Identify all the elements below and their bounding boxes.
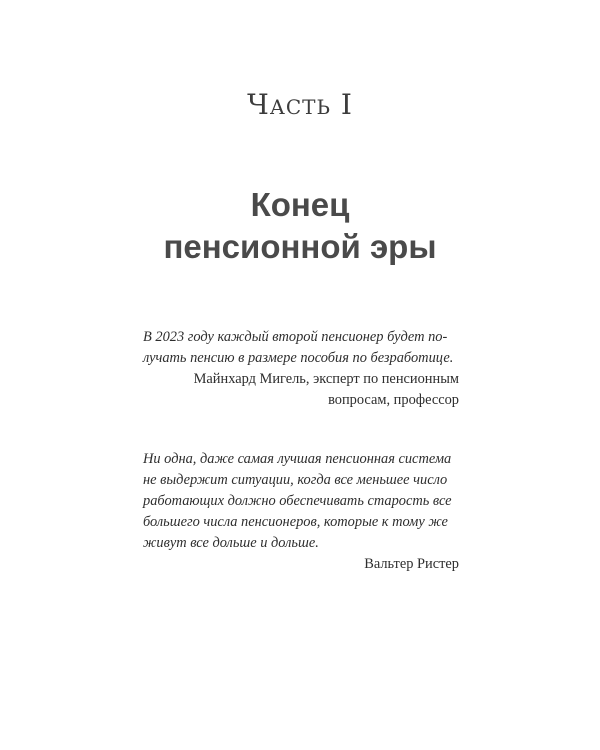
quote-line: большего числа пенсионеров, которые к тому же — [143, 514, 448, 530]
epigraph-quote — [143, 449, 459, 554]
epigraph-author — [143, 554, 459, 575]
author-line: Вальтер Ристер — [364, 556, 459, 572]
epigraph-2 — [143, 449, 459, 575]
chapter-title-line: Конец — [250, 186, 350, 223]
chapter-title-line: пенсионной эры — [163, 228, 437, 265]
author-line: вопросам, профессор — [328, 392, 459, 408]
part-title — [0, 88, 600, 121]
quote-line: живут все дольше и дольше. — [143, 535, 319, 551]
quote-line: В 2023 году каждый второй пенсионер будет по- — [143, 329, 448, 345]
epigraph-1 — [143, 327, 459, 411]
quote-line: Ни одна, даже самая лучшая пенсионная система — [143, 451, 452, 467]
epigraph-quote — [143, 327, 459, 369]
author-line: Майнхард Мигель, эксперт по пенсионным — [193, 371, 459, 387]
epigraph-author — [143, 369, 459, 411]
part-title-text: Часть I — [247, 88, 353, 121]
quote-line: лучать пенсию в размере пособия по безработице. — [143, 350, 454, 366]
chapter-title — [0, 184, 600, 268]
quote-line: не выдержит ситуации, когда все меньшее число — [143, 472, 448, 488]
quote-line: работающих должно обеспечивать старость все — [143, 493, 452, 509]
